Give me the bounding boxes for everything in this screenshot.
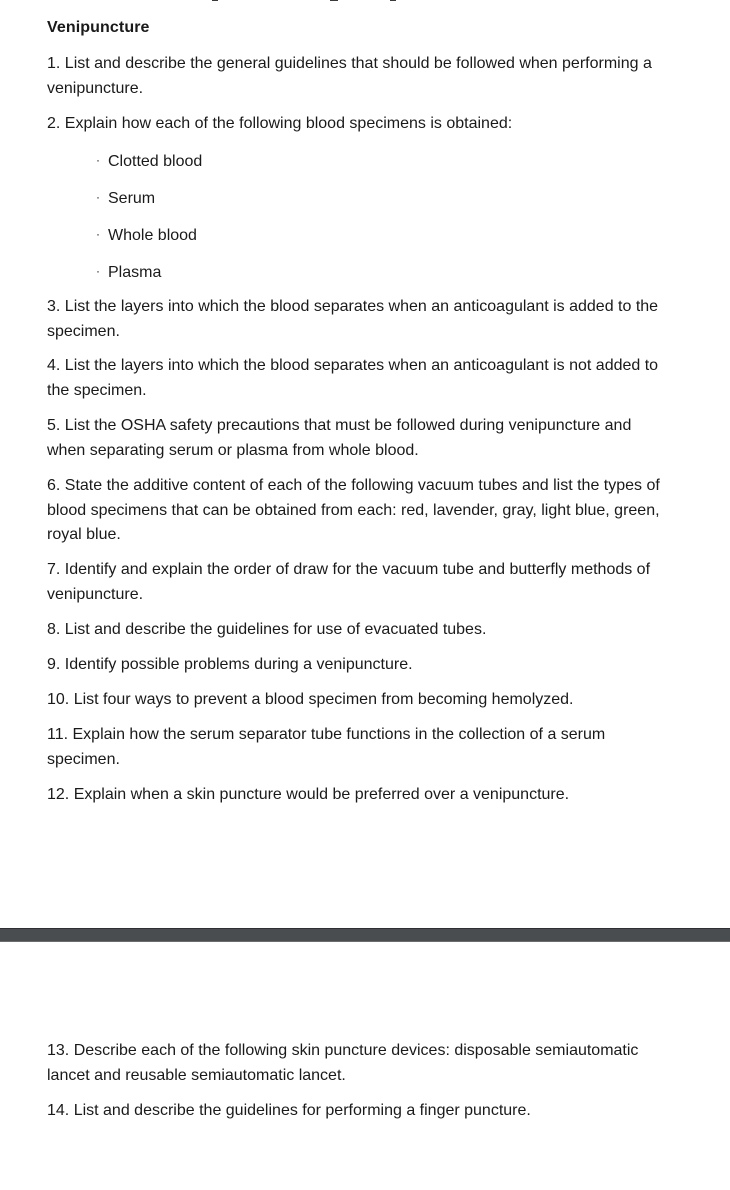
- specimen-list-item: [96, 187, 155, 209]
- question-12: 12. Explain when a skin puncture would be preferred over a venipuncture.: [47, 786, 570, 803]
- bullet-icon: ·: [96, 264, 100, 278]
- question-4: 4. List the layers into which the blood separates when an anticoagulant is not added to the specimen.: [47, 357, 659, 399]
- question-11: 11. Explain how the serum separator tube functions in the collection of a serum specimen.: [47, 726, 606, 768]
- question-5: 5. List the OSHA safety precautions that must be followed during venipuncture and when separating serum or plasma from whole blood.: [47, 417, 632, 459]
- specimen-label: Plasma: [108, 264, 162, 281]
- question-1: 1. List and describe the general guidelines that should be followed when performing a venipuncture.: [47, 55, 652, 97]
- question-14: 14. List and describe the guidelines for performing a finger puncture.: [47, 1102, 531, 1119]
- question-9: 9. Identify possible problems during a venipuncture.: [47, 656, 413, 673]
- specimen-label: Whole blood: [108, 227, 197, 244]
- document-page-2: [0, 942, 730, 1190]
- specimen-list-item: [96, 261, 161, 283]
- question-8: 8. List and describe the guidelines for use of evacuated tubes.: [47, 621, 487, 638]
- section-title: Venipuncture: [47, 19, 150, 36]
- specimen-label: Clotted blood: [108, 153, 203, 170]
- specimen-list-item: [96, 150, 202, 172]
- question-2: 2. Explain how each of the following blood specimens is obtained:: [47, 115, 513, 132]
- question-3: 3. List the layers into which the blood separates when an anticoagulant is added to the specimen.: [47, 298, 659, 340]
- question-13: 13. Describe each of the following skin puncture devices: disposable semiautomatic lancet and reusable semiautomatic lancet.: [47, 1042, 639, 1084]
- question-6: 6. State the additive content of each of the following vacuum tubes and list the types of blood specimens that can be obtained from each: red, lavender, gray, light blue, green, royal blue.: [47, 477, 660, 543]
- question-7: 7. Identify and explain the order of draw for the vacuum tube and butterfly methods of venipuncture.: [47, 561, 651, 603]
- bullet-icon: ·: [96, 227, 100, 241]
- bullet-icon: ·: [96, 190, 100, 204]
- specimen-list-item: [96, 224, 197, 246]
- bullet-icon: ·: [96, 153, 100, 167]
- question-10: 10. List four ways to prevent a blood specimen from becoming hemolyzed.: [47, 691, 574, 708]
- page-break-divider: [0, 928, 730, 942]
- specimen-label: Serum: [108, 190, 156, 207]
